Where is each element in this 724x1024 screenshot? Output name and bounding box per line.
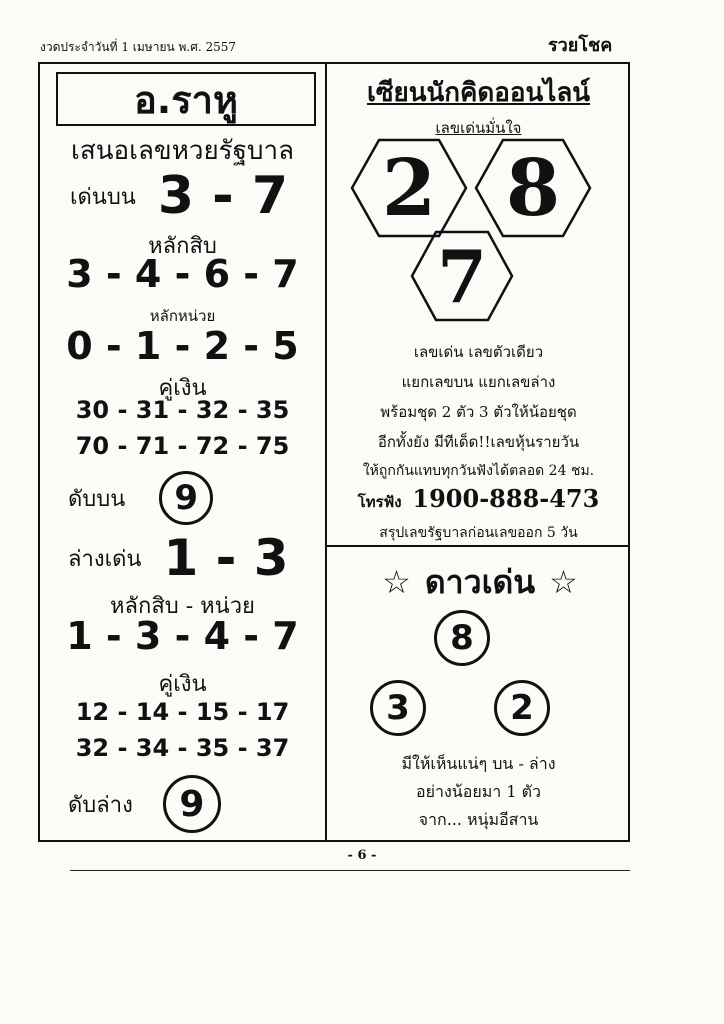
hex-number-2 (474, 138, 592, 238)
hex-number-2-value: 8 (505, 142, 561, 234)
tens-numbers: 3 - 4 - 6 - 7 (66, 252, 299, 296)
publication-name: รวยโชค (548, 35, 613, 56)
author-name-box (56, 72, 316, 126)
confident-label: เลขเด่นมั่นใจ (435, 119, 522, 137)
page-number: - 6 - (347, 848, 377, 863)
star-footer-3: จาก... หนุ่มอีสาน (418, 810, 539, 829)
bottom-lead-label: ล่างเด่น (68, 546, 142, 572)
top-lead-row (70, 166, 288, 226)
star-title-row (330, 560, 630, 604)
hex-number-1-value: 2 (381, 142, 437, 234)
right-line-5: ให้ถูกกันแทบทุกวันฟังได้ตลอด 24 ชม. (362, 463, 595, 479)
right-title: เซียนนักคิดออนไลน์ (366, 78, 591, 108)
hex-number-3 (410, 230, 514, 322)
right-line-1: เลขเด่น เลขตัวเดียว (413, 343, 544, 361)
phone-number: 1900-888-473 (412, 484, 600, 513)
units-numbers: 0 - 1 - 2 - 5 (66, 324, 299, 368)
star-icon: ☆ (549, 563, 578, 601)
star-number-3: 2 (494, 680, 550, 736)
issue-date: งวดประจำวันที่ 1 เมษายน พ.ศ. 2557 (40, 40, 237, 54)
right-line-2: แยกเลขบน แยกเลขล่าง (401, 373, 556, 391)
tens-units-numbers: 1 - 3 - 4 - 7 (66, 614, 299, 658)
star-title: ดาวเด่น (424, 562, 536, 601)
tens-label: หลักสิบ (148, 234, 217, 259)
phone-row (327, 484, 630, 514)
summary-line: สรุปเลขรัฐบาลก่อนเลขออก 5 วัน (379, 525, 578, 541)
pairs-row-2: 70 - 71 - 72 - 75 (75, 432, 290, 460)
top-lead-value: 3 - 7 (157, 166, 289, 226)
phone-label: โทรฟัง (357, 493, 402, 511)
pairs-label: คู่เงิน (158, 376, 207, 401)
right-section-divider (325, 545, 630, 547)
left-subtitle: เสนอเลขหวยรัฐบาล (70, 136, 295, 166)
star-icon: ☆ (382, 563, 411, 601)
star-footer-2: อย่างน้อยมา 1 ตัว (416, 782, 541, 801)
tens-units-label: หลักสิบ - หน่วย (110, 594, 255, 619)
pairs2-row-1: 12 - 14 - 15 - 17 (75, 698, 290, 726)
star-footer-1: มีให้เห็นแน่ๆ บน - ล่าง (401, 754, 556, 773)
bottom-rule (70, 870, 630, 871)
units-label: หลักหน่วย (149, 307, 216, 325)
right-line-3: พร้อมชุด 2 ตัว 3 ตัวให้น้อยชุด (380, 403, 577, 421)
dab-top-row (68, 470, 213, 526)
star-number-1: 8 (434, 610, 490, 666)
right-line-4: อีกทั้งยัง มีทีเด็ด!!เลขหุ้นรายวัน (377, 433, 580, 451)
pairs2-row-2: 32 - 34 - 35 - 37 (75, 734, 290, 762)
bottom-lead-row (68, 530, 289, 586)
dab-top-label: ดับบน (68, 486, 126, 512)
dab-bottom-row (68, 774, 221, 834)
dab-bottom-circle: 9 (163, 775, 221, 833)
dab-bottom-label: ดับล่าง (68, 792, 133, 818)
hex-number-1 (350, 138, 468, 238)
hex-number-3-value: 7 (436, 233, 488, 319)
author-name: อ.ราหู (133, 77, 239, 122)
bottom-lead-value: 1 - 3 (163, 529, 289, 587)
top-lead-label: เด่นบน (70, 184, 136, 210)
pairs2-label: คู่เงิน (158, 672, 207, 697)
dab-top-circle: 9 (159, 471, 213, 525)
pairs-row-1: 30 - 31 - 32 - 35 (75, 396, 290, 424)
star-number-2: 3 (370, 680, 426, 736)
